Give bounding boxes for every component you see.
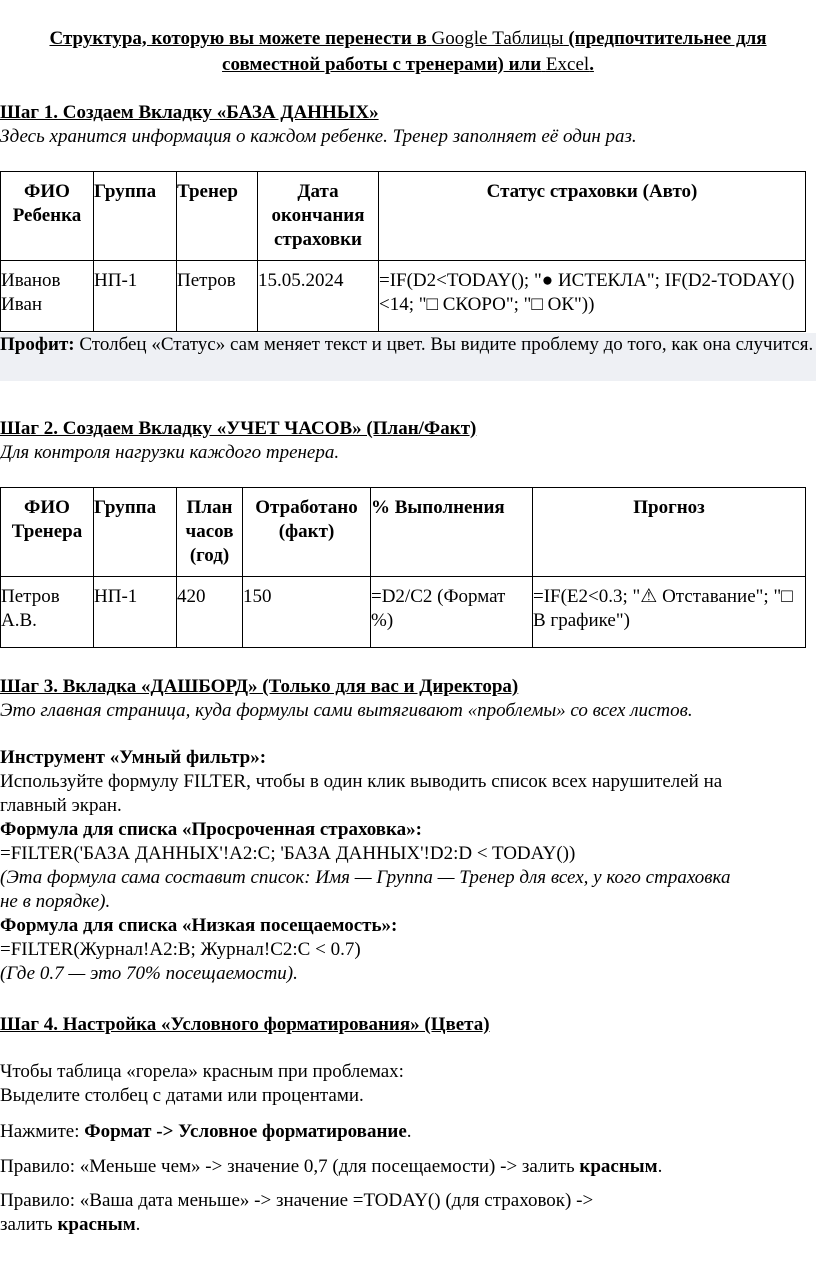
press-label: Нажмите:: [0, 1121, 80, 1142]
step1-heading: Шаг 1. Создаем Вкладку «БАЗА ДАННЫХ»: [0, 102, 379, 123]
step4-heading: Шаг 4. Настройка «Условного форматирования» (Цвета): [0, 1014, 490, 1035]
document-title: [0, 26, 816, 78]
rule1-line: [0, 1155, 662, 1179]
rule2-line1: Правило: «Ваша дата меньше» -> значение =TODAY() (для страховок) ->: [0, 1190, 594, 1211]
table-cell: 15.05.2024: [258, 261, 379, 332]
header-cell: Группа: [94, 488, 177, 577]
step2-subtitle: Для контроля нагрузки каждого тренера.: [0, 442, 340, 463]
table-cell: НП-1: [94, 577, 177, 648]
formula2-title: Формула для списка «Низкая посещаемость»:: [0, 915, 398, 936]
table-cell: Петров: [177, 261, 258, 332]
rule2-color: красным: [57, 1214, 136, 1235]
tool-text-line1: Используйте формулу FILTER, чтобы в один клик выводить список всех нарушителей на: [0, 771, 723, 792]
press-menu-path: Формат -> Условное форматирование: [84, 1121, 407, 1142]
step3-heading: Шаг 3. Вкладка «ДАШБОРД» (Только для вас и Директора): [0, 676, 519, 697]
header-cell: ФИО Тренера: [1, 488, 94, 577]
table-cell: НП-1: [94, 261, 177, 332]
step1-table: [0, 171, 806, 332]
rule2-end: .: [135, 1214, 141, 1235]
formula-cell: =IF(E2<0.3; "⚠ Отставание"; "□ В графике"): [533, 577, 806, 648]
header-cell: % Выполнения: [371, 488, 533, 577]
table-cell: Петров А.В.: [1, 577, 94, 648]
header-cell: Прогноз: [533, 488, 806, 577]
title-part1: Структура, которую вы можете перенести в: [49, 28, 427, 49]
formula1-note-line2: не в порядке).: [0, 891, 111, 912]
title-part2: (предпочтительнее для: [568, 28, 767, 49]
profit-text: Столбец «Статус» сам меняет текст и цвет. Вы видите проблему до того, как она случится.: [79, 334, 814, 355]
header-cell: Группа: [94, 172, 177, 261]
rule2-text: залить: [0, 1214, 53, 1235]
rule2-line2: [0, 1213, 140, 1237]
formula1: =FILTER('БАЗА ДАННЫХ'!A2:C; 'БАЗА ДАННЫХ'!D2:D < TODAY()): [0, 843, 576, 864]
step4-line2: Выделите столбец с датами или процентами.: [0, 1085, 364, 1106]
header-cell: Статус страховки (Авто): [379, 172, 806, 261]
step2-heading: Шаг 2. Создаем Вкладку «УЧЕТ ЧАСОВ» (План/Факт): [0, 418, 477, 439]
table-cell: 420: [177, 577, 243, 648]
table-cell: 150: [243, 577, 371, 648]
press-end: .: [406, 1121, 412, 1142]
tool-text-line2: главный экран.: [0, 795, 122, 816]
formula1-note-line1: (Эта формула сама составит список: Имя — Группа — Тренер для всех, у кого страховка: [0, 867, 731, 888]
formula2: =FILTER(Журнал!A2:B; Журнал!C2:C < 0.7): [0, 939, 361, 960]
step2-table: [0, 487, 806, 648]
step3-subtitle: Это главная страница, куда формулы сами вытягивают «проблемы» со всех листов.: [0, 700, 693, 721]
title-google: Google Таблицы: [431, 28, 564, 49]
title-dot: .: [589, 54, 594, 75]
table-cell: Иванов Иван: [1, 261, 94, 332]
table-row: [1, 261, 806, 332]
formula-cell: =D2/C2 (Формат %): [371, 577, 533, 648]
rule1-end: .: [657, 1156, 663, 1177]
table-row: [1, 577, 806, 648]
header-cell: ФИО Ребенка: [1, 172, 94, 261]
header-cell: Тренер: [177, 172, 258, 261]
formula1-title: Формула для списка «Просроченная страховка»:: [0, 819, 422, 840]
title-excel: Excel: [545, 54, 590, 75]
rule1-color: красным: [579, 1156, 658, 1177]
title-line2: совместной работы с тренерами) или: [222, 54, 542, 75]
header-cell: План часов (год): [177, 488, 243, 577]
step4-line1: Чтобы таблица «горела» красным при проблемах:: [0, 1061, 404, 1082]
rule1-text: Правило: «Меньше чем» -> значение 0,7 (для посещаемости) -> залить: [0, 1156, 575, 1177]
profit-note: [0, 333, 816, 381]
table-header-row: [1, 172, 806, 261]
press-line: [0, 1120, 412, 1144]
profit-label: Профит:: [0, 334, 75, 355]
header-cell: Отработано (факт): [243, 488, 371, 577]
step1-subtitle: Здесь хранится информация о каждом ребенке. Тренер заполняет её один раз.: [0, 126, 637, 147]
tool-title: Инструмент «Умный фильтр»:: [0, 747, 267, 768]
header-cell: Дата окончания страховки: [258, 172, 379, 261]
table-header-row: [1, 488, 806, 577]
formula2-note: (Где 0.7 — это 70% посещаемости).: [0, 963, 298, 984]
formula-cell: =IF(D2<TODAY(); "● ИСТЕКЛА"; IF(D2-TODAY()<14; "□ СКОРО"; "□ ОК")): [379, 261, 806, 332]
